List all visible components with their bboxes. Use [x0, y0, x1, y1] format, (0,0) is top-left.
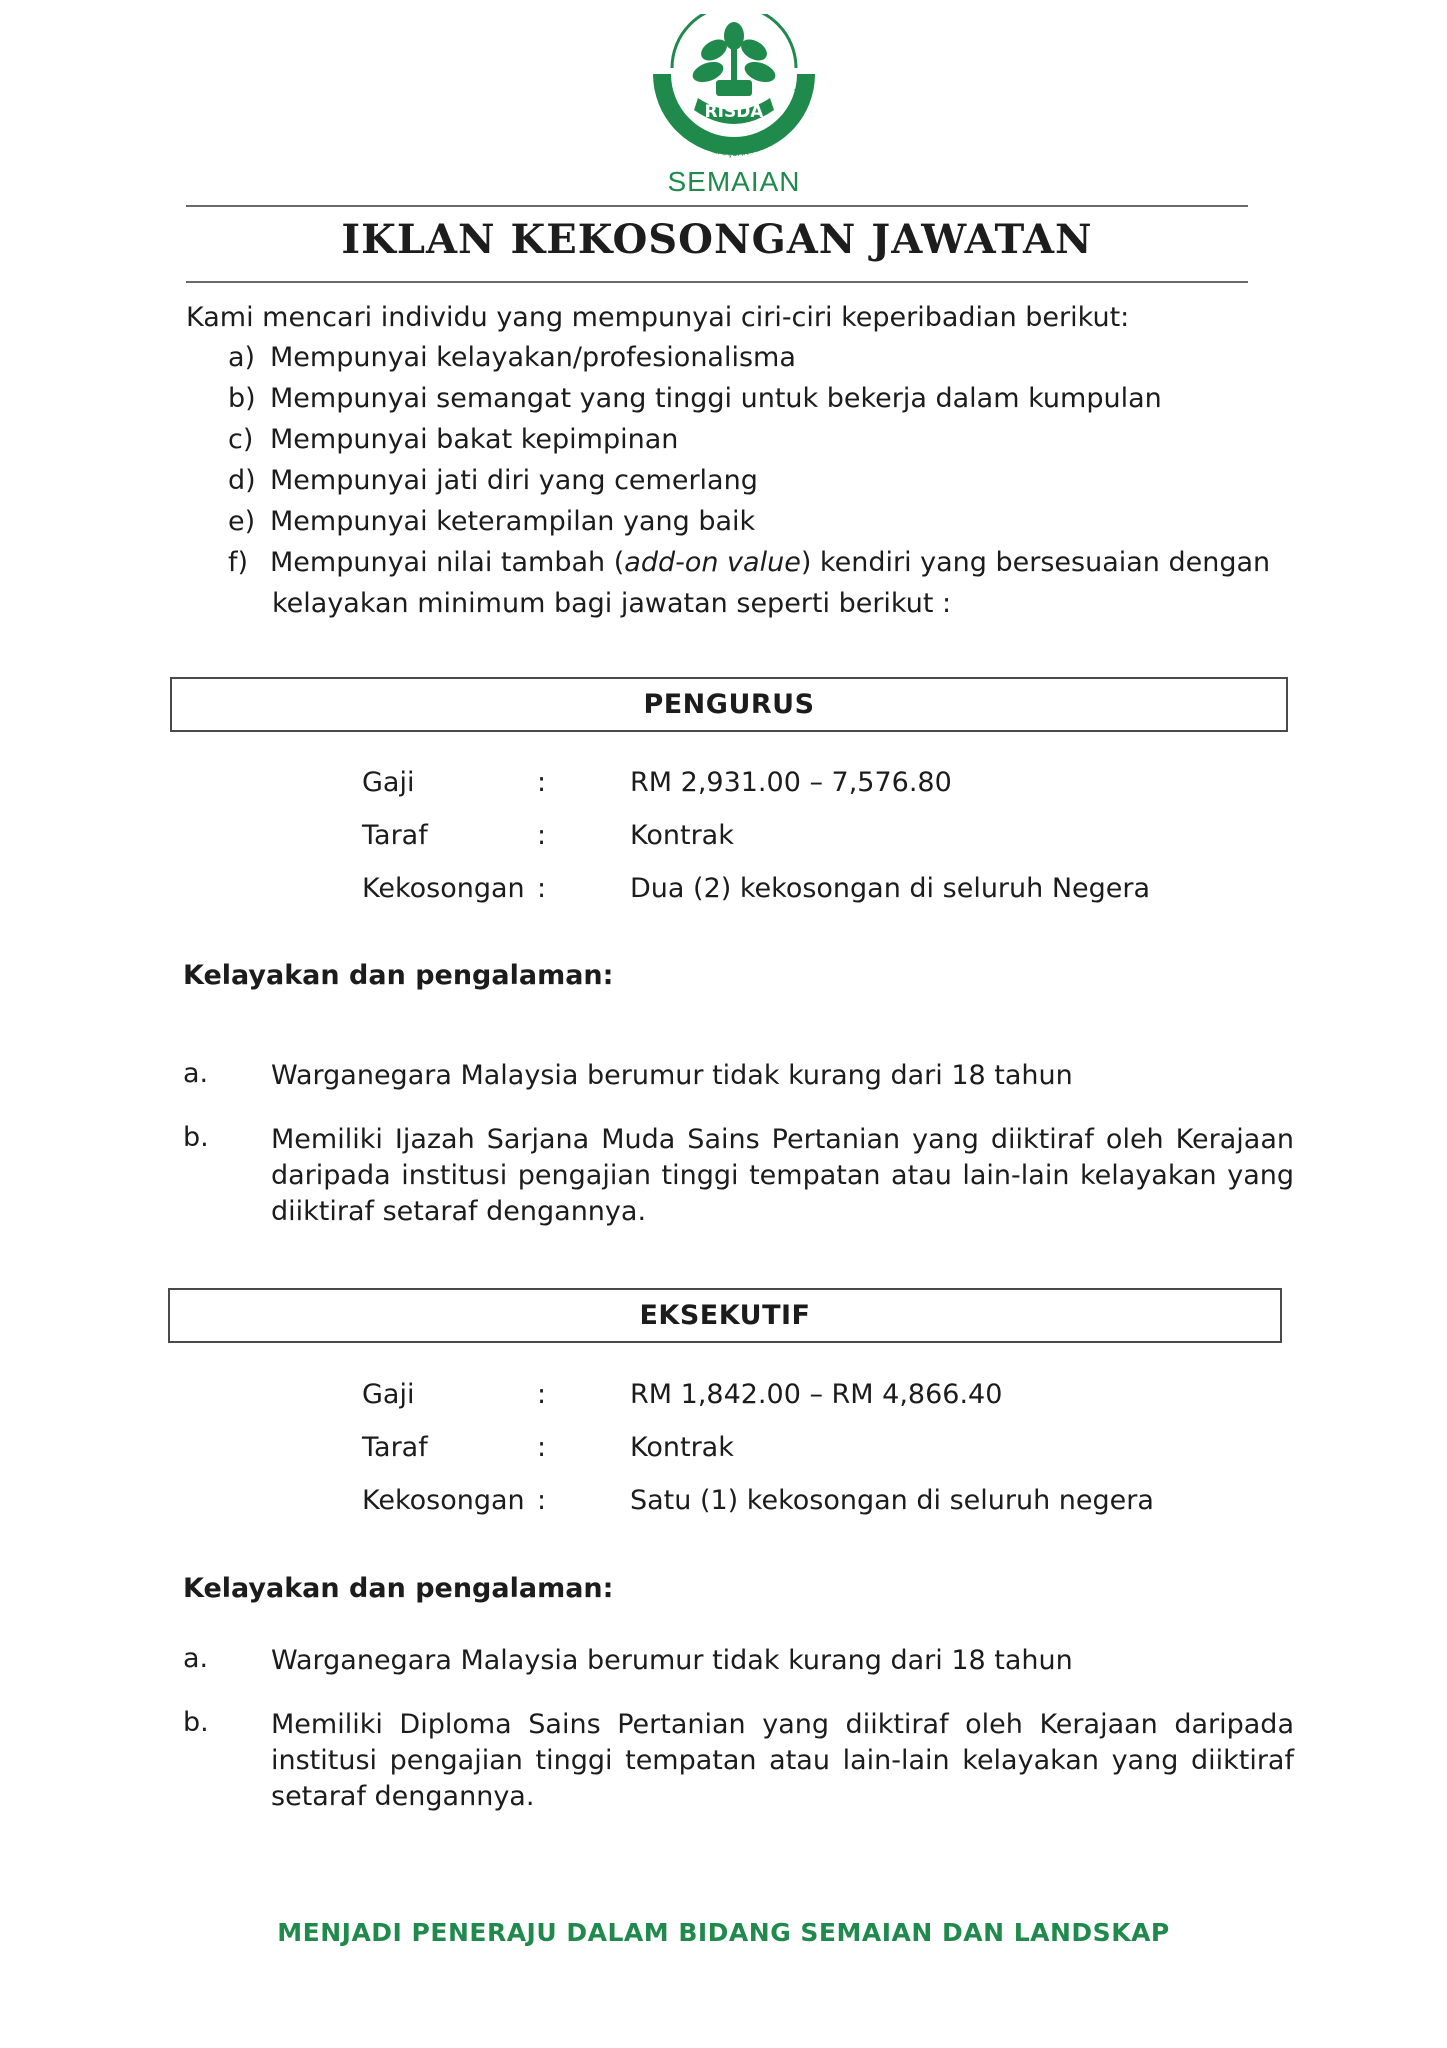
job-title-box: [170, 677, 1288, 732]
job-title: EKSEKUTIF: [639, 1300, 811, 1331]
page-title: IKLAN KEKOSONGAN JAWATAN: [341, 216, 1093, 263]
detail-value: Dua (2) kekosongan di seluruh Negera: [630, 873, 1151, 904]
detail-label: Taraf: [362, 820, 428, 851]
logo-subtitle: SEMAIAN: [667, 166, 801, 197]
trait-continuation: kelayakan minimum bagi jawatan seperti berikut :: [272, 588, 952, 619]
title-top-rule: [186, 205, 1248, 207]
risda-semaian-logo: [648, 14, 820, 162]
job-title: PENGURUS: [643, 689, 815, 720]
qualification-label: b.: [183, 1707, 209, 1738]
trait-label: e): [228, 506, 256, 537]
trait-label: c): [228, 424, 254, 455]
qualification-text: Memiliki Ijazah Sarjana Muda Sains Pertanian yang diiktiraf oleh Kerajaan daripada institusi pengajian tinggi tempatan atau lain-lain kelayakan yang diiktiraf setaraf dengannya.: [271, 1124, 1294, 1227]
detail-value: RM 1,842.00 – RM 4,866.40: [630, 1379, 1003, 1410]
detail-value: RM 2,931.00 – 7,576.80: [630, 767, 952, 798]
detail-colon: :: [537, 767, 547, 798]
footer-slogan: MENJADI PENERAJU DALAM BIDANG SEMAIAN DAN LANDSKAP: [277, 1918, 1170, 1947]
qualification-text: Warganegara Malaysia berumur tidak kurang dari 18 tahun: [271, 1060, 1073, 1091]
trait-label: d): [228, 465, 256, 496]
detail-value: Kontrak: [630, 820, 734, 851]
detail-colon: :: [537, 820, 547, 851]
trait-label: f): [228, 547, 249, 578]
detail-label: Taraf: [362, 1432, 428, 1463]
intro-lead: Kami mencari individu yang mempunyai ciri-ciri keperibadian berikut:: [186, 302, 1130, 333]
qualifications-heading: Kelayakan dan pengalaman:: [183, 960, 614, 991]
trait-label: b): [228, 383, 256, 414]
trait-text: Mempunyai keterampilan yang baik: [270, 506, 756, 537]
trait-text: [270, 547, 1270, 578]
trait-text: Mempunyai jati diri yang cemerlang: [270, 465, 758, 496]
trait-text: Mempunyai kelayakan/profesionalisma: [270, 342, 796, 373]
trait-text-before: Mempunyai nilai tambah (: [270, 547, 625, 578]
detail-colon: :: [537, 1485, 547, 1516]
detail-colon: :: [537, 873, 547, 904]
trait-text: Mempunyai bakat kepimpinan: [270, 424, 679, 455]
trait-text: Mempunyai semangat yang tinggi untuk bekerja dalam kumpulan: [270, 383, 1162, 414]
qualifications-heading: Kelayakan dan pengalaman:: [183, 1573, 614, 1604]
detail-label: Kekosongan: [362, 1485, 525, 1516]
trait-text-after: ) kendiri yang bersesuaian dengan: [800, 547, 1271, 578]
qualification-label: b.: [183, 1122, 209, 1153]
logo-icon: [648, 14, 820, 162]
qualification-label: a.: [183, 1643, 209, 1674]
qualification-text: Warganegara Malaysia berumur tidak kurang dari 18 tahun: [271, 1645, 1073, 1676]
job-title-box: [168, 1288, 1282, 1343]
qualification-label: a.: [183, 1058, 209, 1089]
logo-brand: RISDA: [704, 102, 764, 122]
detail-label: Gaji: [362, 1379, 415, 1410]
detail-value: Kontrak: [630, 1432, 734, 1463]
detail-value: Satu (1) kekosongan di seluruh negera: [630, 1485, 1154, 1516]
detail-colon: :: [537, 1379, 547, 1410]
trait-text-italic: add-on value: [624, 547, 801, 578]
detail-label: Kekosongan: [362, 873, 525, 904]
detail-label: Gaji: [362, 767, 415, 798]
qualification-text: Memiliki Diploma Sains Pertanian yang diiktiraf oleh Kerajaan daripada institusi pengajian tinggi tempatan atau lain-lain kelayakan yang diiktiraf setaraf dengannya.: [271, 1709, 1294, 1812]
title-bottom-rule: [186, 281, 1248, 283]
logo-arc-textpath: PIHAK BERKUASA KEMAJUAN PEKEBUN KECIL PERU: [666, 88, 803, 159]
trait-label: a): [228, 342, 256, 373]
detail-colon: :: [537, 1432, 547, 1463]
